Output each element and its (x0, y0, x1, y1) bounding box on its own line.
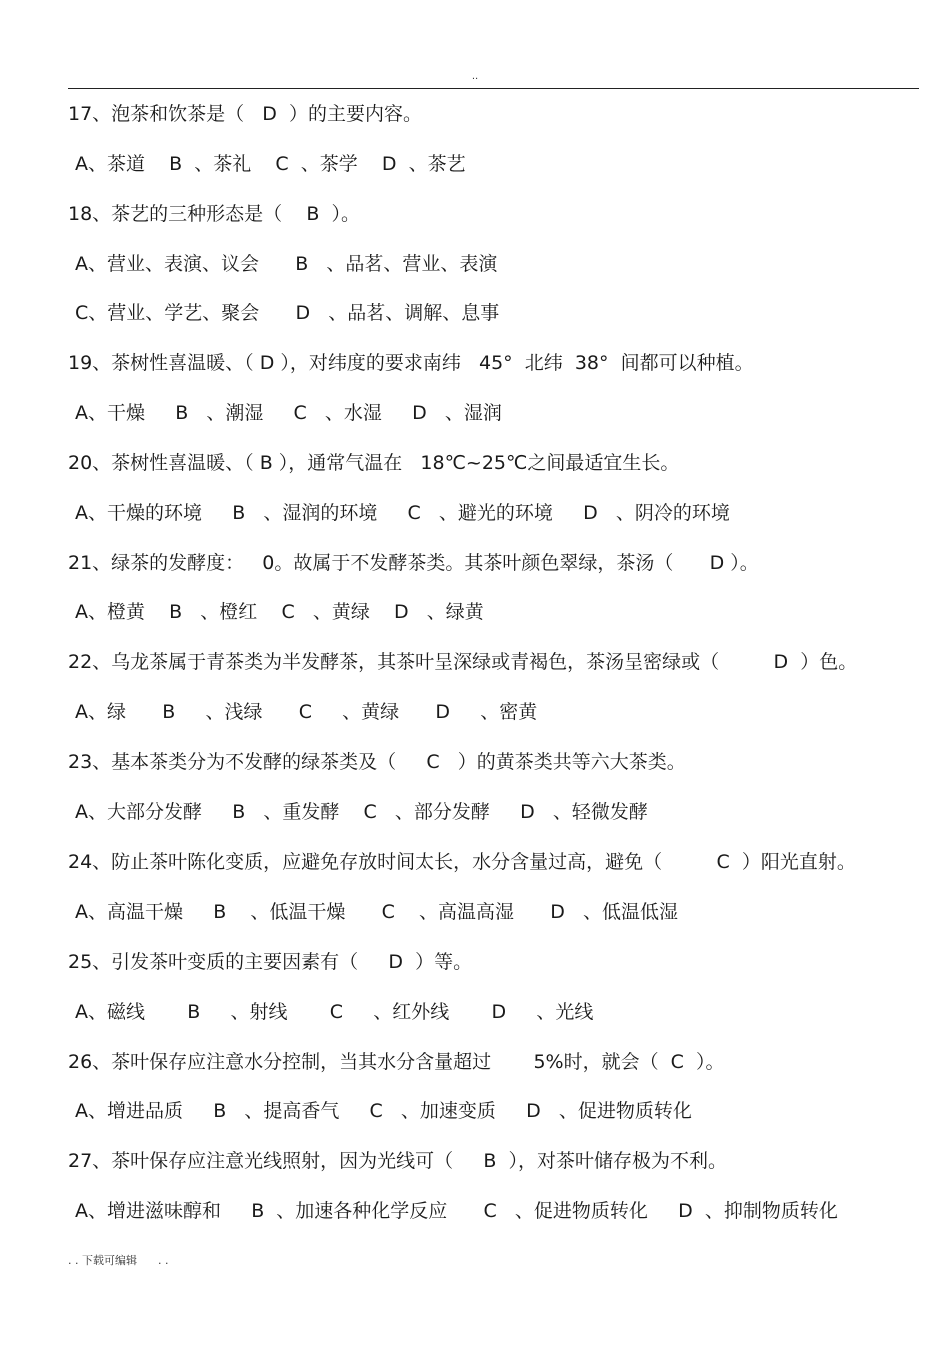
question-18: 18、茶艺的三种形态是（ B ）。 (68, 203, 360, 225)
options-18-ab: A、营业、表演、议会 B 、品茗、营业、表演 (75, 253, 498, 275)
header-rule (68, 88, 919, 89)
question-19: 19、茶树性喜温暖、（ D ），对纬度的要求南纬 45° 北纬 38° 间都可以种植。 (68, 352, 754, 374)
question-26: 26、茶叶保存应注意水分控制，当其水分含量超过 5%时，就会（ C ）。 (68, 1051, 725, 1073)
question-24: 24、防止茶叶陈化变质，应避免存放时间太长，水分含量过高，避免（ C ）阳光直射。 (68, 851, 856, 873)
options-17: A、茶道 B 、茶礼 C 、茶学 D 、茶艺 (75, 153, 466, 175)
footer-note: . . 下载可编辑 . . (68, 1254, 169, 1267)
options-19: A、干燥 B 、潮湿 C 、水湿 D 、湿润 (75, 402, 502, 424)
question-25: 25、引发茶叶变质的主要因素有（ D ）等。 (68, 951, 473, 973)
options-18-cd: C、营业、学艺、聚会 D 、品茗、调解、息事 (75, 302, 500, 324)
options-23: A、大部分发酵 B 、重发酵 C 、部分发酵 D 、轻微发酵 (75, 801, 648, 823)
options-24: A、高温干燥 B 、低温干燥 C 、高温高湿 D 、低温低湿 (75, 901, 679, 923)
options-25: A、磁线 B 、射线 C 、红外线 D 、光线 (75, 1001, 594, 1023)
question-27: 27、茶叶保存应注意光线照射，因为光线可（ B ），对茶叶储存极为不利。 (68, 1150, 727, 1172)
options-21: A、橙黄 B 、橙红 C 、黄绿 D 、绿黄 (75, 601, 484, 623)
header-mark: .. (471, 71, 479, 82)
question-20: 20、茶树性喜温暖、（ B ），通常气温在 18℃~25℃之间最适宜生长。 (68, 452, 680, 474)
question-22: 22、乌龙茶属于青茶类为半发酵茶，其茶叶呈深绿或青褐色，茶汤呈密绿或（ D ）色。 (68, 651, 858, 673)
question-17: 17、泡茶和饮茶是（ D ）的主要内容。 (68, 103, 423, 125)
options-22: A、绿 B 、浅绿 C 、黄绿 D 、密黄 (75, 701, 538, 723)
options-26: A、增进品质 B 、提高香气 C 、加速变质 D 、促进物质转化 (75, 1100, 692, 1122)
question-23: 23、基本茶类分为不发酵的绿茶类及（ C ）的黄茶类共等六大茶类。 (68, 751, 686, 773)
options-20: A、干燥的环境 B 、湿润的环境 C 、避光的环境 D 、阴冷的环境 (75, 502, 730, 524)
question-21: 21、绿茶的发酵度： 0。故属于不发酵茶类。其茶叶颜色翠绿，茶汤（ D ）。 (68, 552, 759, 574)
options-27: A、增进滋味醇和 B 、加速各种化学反应 C 、促进物质转化 D 、抑制物质转化 (75, 1200, 838, 1222)
